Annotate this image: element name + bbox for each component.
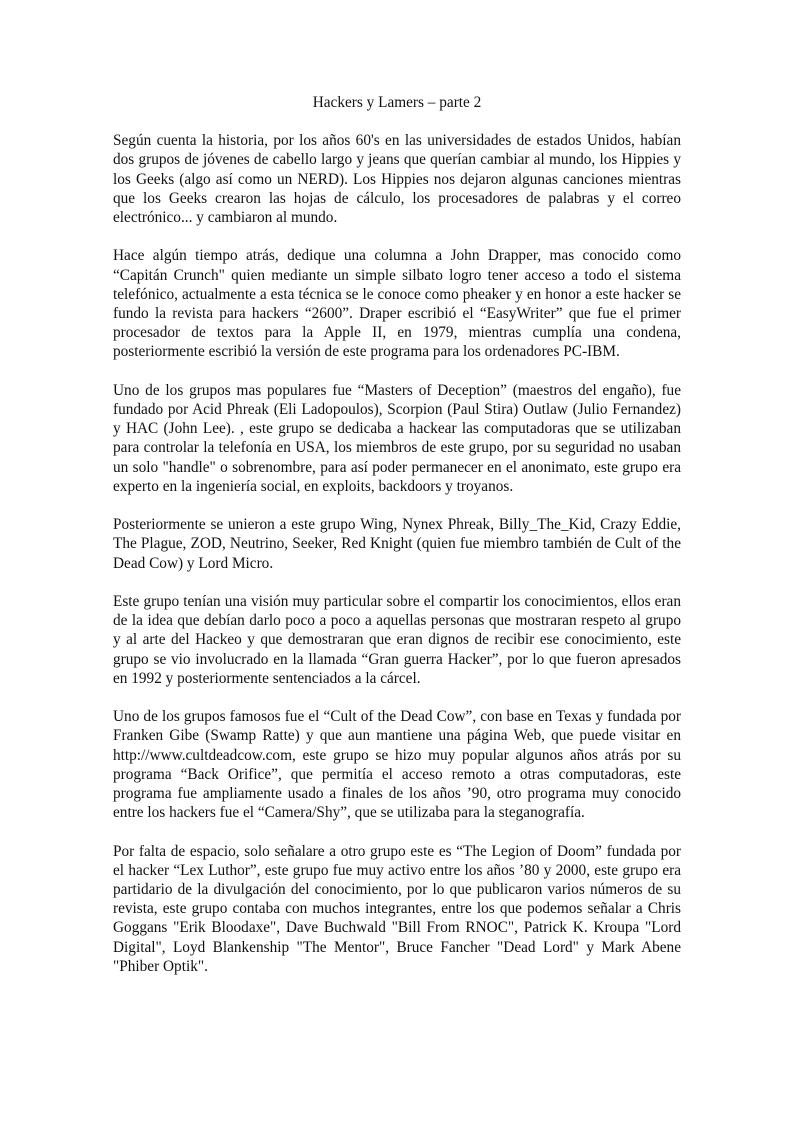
paragraph-knowledge-sharing: Este grupo tenían una visión muy particular sobre el compartir los conocimientos, ellos eran de la idea que debían darlo poco a poco a aquellas personas que mostraran respeto al grupo y al arte del Hackeo y que demostraran que eran dignos de recibir ese conocimiento, este grupo se vio involucrado en la llamada “Gran guerra Hacker”, por lo que fueron apresados en 1992 y posteriormente sentenciados a la cárcel. xyxy=(113,593,681,687)
document-body xyxy=(113,93,681,995)
paragraph-legion-of-doom: Por falta de espacio, solo señalare a otro grupo este es “The Legion of Doom” fundada por el hacker “Lex Luthor”, este grupo fue muy activo entre los años ’80 y 2000, este grupo era partidario de la divulgación del conocimiento, por lo que publicaron varios números de su revista, este grupo contaba con muchos integrantes, entre los que podemos señalar a Chris Goggans "Erik Bloodaxe", Dave Buchwald "Bill From RNOC", Patrick K. Kroupa "Lord Digital", Loyd Blankenship "The Mentor", Bruce Fancher "Dead Lord" y Mark Abene "Phiber Optik". xyxy=(113,842,681,975)
paragraph-masters-of-deception: Uno de los grupos mas populares fue “Masters of Deception” (maestros del engaño), fue fundado por Acid Phreak (Eli Ladopoulos), Scorpion (Paul Stira) Outlaw (Julio Fernandez) y HAC (John Lee). , este grupo se dedicaba a hackear las computadoras que se utilizaban para controlar la telefonía en USA, los miembros de este grupo, por su seguridad no usaban un solo "handle" o sobrenombre, para así poder permanecer en el anonimato, este grupo era experto en la ingeniería social, en exploits, backdoors y troyanos. xyxy=(113,381,681,495)
paragraph-john-draper: Hace algún tiempo atrás, dedique una columna a John Drapper, mas conocido como “Capitán Crunch" quien mediante un simple silbato logro tener acceso a todo el sistema telefónico, actualmente a esta técnica se le conoce como pheaker y en honor a este hacker se fundo la revista para hackers “2600”. Draper escribió el “EasyWriter” que fue el primer procesador de textos para la Apple II, en 1979, mientras cumplía una condena, posteriormente escribió la versión de este programa para los ordenadores PC-IBM. xyxy=(113,247,681,361)
paragraph-new-members: Posteriormente se unieron a este grupo Wing, Nynex Phreak, Billy_The_Kid, Crazy Eddie, The Plague, ZOD, Neutrino, Seeker, Red Knight (quien fue miembro también de Cult of the Dead Cow) y Lord Micro. xyxy=(113,516,681,572)
page-title: Hackers y Lamers – parte 2 xyxy=(312,94,482,111)
paragraph-hippies-geeks: Según cuenta la historia, por los años 60's en las universidades de estados Unidos, habían dos grupos de jóvenes de cabello largo y jeans que querían cambiar al mundo, los Hippies y los Geeks (algo así como un NERD). Los Hippies nos dejaron algunas canciones mientras que los Geeks crearon las hojas de cálculo, los procesadores de palabras y el correo electrónico... y cambiaron al mundo. xyxy=(113,132,681,227)
paragraph-cult-of-the-dead-cow: Uno de los grupos famosos fue el “Cult of the Dead Cow”, con base en Texas y fundada por Franken Gibe (Swamp Ratte) y que aun mantiene una página Web, que puede visitar en http://www.cultdeadcow.com, este grupo se hizo muy popular algunos años atrás por su programa “Back Orifice”, que permitía el acceso remoto a otras computadoras, este programa fue ampliamente usado a finales de los años ’90, otro programa muy conocido entre los hackers fue el “Camera/Shy”, que se utilizaba para la steganografía. xyxy=(113,708,681,822)
